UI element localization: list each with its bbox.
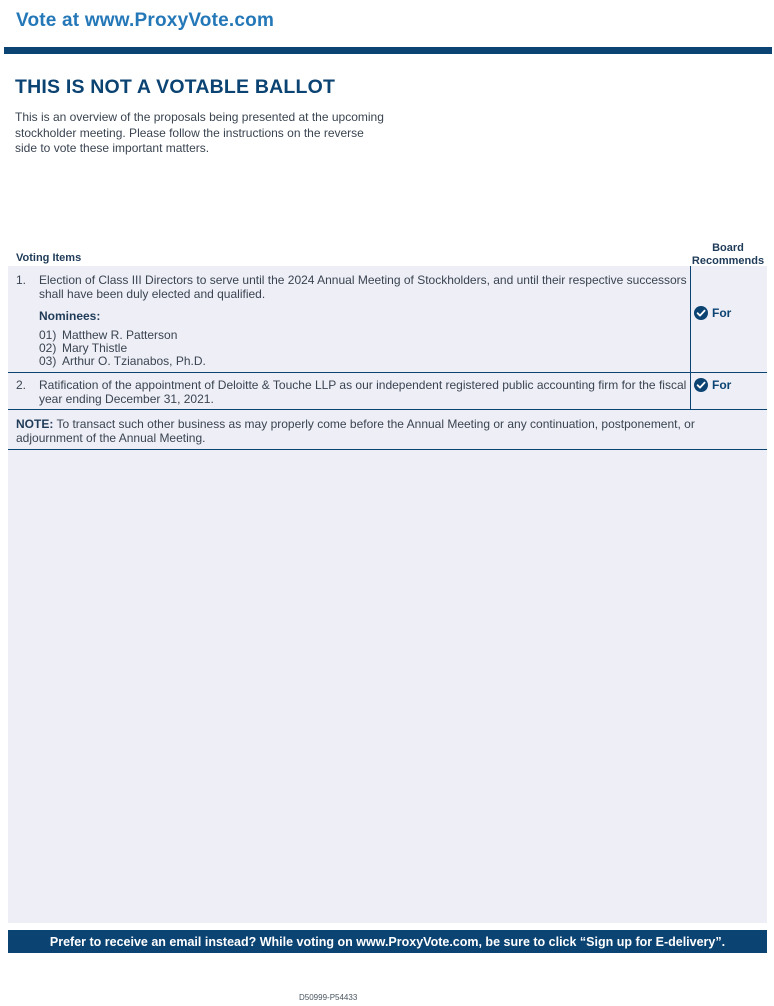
board-recommendation-1 [694, 306, 731, 320]
voting-item-1 [16, 273, 688, 301]
row-divider [8, 449, 767, 450]
check-circle-icon [694, 378, 708, 392]
row-divider [8, 409, 767, 410]
item-number: 1. [16, 273, 27, 287]
board-recommends-header [690, 242, 766, 267]
nominees-label: Nominees: [39, 309, 101, 323]
nominee-name: Mary Thistle [62, 341, 128, 355]
recommendation-label: For [712, 378, 732, 392]
nominee-number: 03) [39, 354, 57, 368]
board-header-line1: Board [712, 242, 744, 254]
note-body: To transact such other business as may properly come before the Annual Meeting or any continuation, postponement, or adjournment of the Annual Meeting. [16, 417, 695, 445]
header-rule [4, 47, 772, 54]
e-delivery-text: Prefer to receive an email instead? While voting on www.ProxyVote.com, be sure to click “Sign up for E-delivery”. [49, 934, 726, 949]
note-label: NOTE: [16, 417, 54, 431]
e-delivery-banner [8, 930, 767, 953]
voting-items-header: Voting Items [16, 252, 82, 264]
column-divider [690, 266, 691, 409]
voting-item-2 [16, 378, 688, 406]
recommendation-label: For [712, 306, 732, 320]
vote-at-url: Vote at www.ProxyVote.com [16, 10, 275, 31]
nominee [39, 355, 206, 368]
page-title: THIS IS NOT A VOTABLE BALLOT [15, 76, 336, 98]
intro-text: This is an overview of the proposals being presented at the upcoming stockholder meeting. Please follow the instructions on the reverse side to vote these important matters. [15, 110, 384, 155]
nominee-name: Arthur O. Tzianabos, Ph.D. [62, 354, 206, 368]
item-text: Election of Class III Directors to serve until the 2024 Annual Meeting of Stockholders, and until their respective successors shall have been duly elected and qualified. [39, 273, 687, 301]
note-text [16, 417, 696, 445]
check-circle-icon [694, 306, 708, 320]
nominee-number: 01) [39, 328, 57, 342]
board-recommendation-2 [694, 378, 731, 392]
board-header-line2: Recommends [691, 254, 765, 267]
nominee-number: 02) [39, 341, 57, 355]
nominee-name: Matthew R. Patterson [62, 328, 178, 342]
item-text: Ratification of the appointment of Deloitte & Touche LLP as our independent registered public accounting firm for the fiscal year ending December 31, 2021. [39, 378, 687, 406]
row-divider [8, 372, 767, 373]
item-number: 2. [16, 378, 27, 392]
document-code: D50999-P54433 [299, 993, 358, 1002]
